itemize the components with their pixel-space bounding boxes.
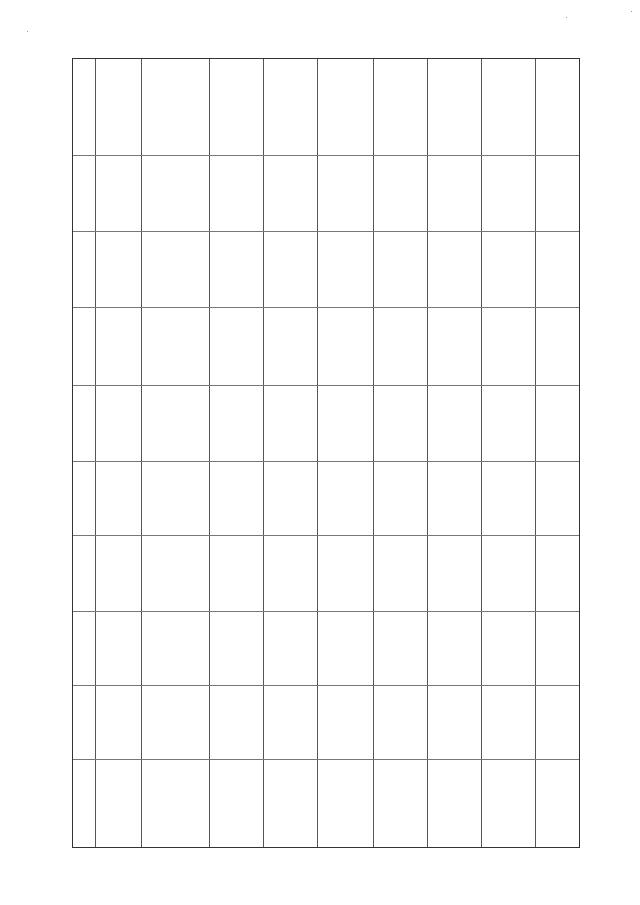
row-divider — [73, 231, 579, 232]
column-divider — [481, 59, 482, 847]
column-divider — [141, 59, 142, 847]
row-divider — [73, 759, 579, 760]
column-divider — [263, 59, 264, 847]
row-divider — [73, 535, 579, 536]
scan-speck — [631, 11, 632, 12]
row-divider — [73, 155, 579, 156]
column-divider — [95, 59, 96, 847]
scan-speck — [27, 31, 28, 32]
budget-table-frame — [72, 58, 580, 848]
row-divider — [73, 307, 579, 308]
scan-speck — [566, 17, 567, 18]
row-divider — [73, 611, 579, 612]
column-divider — [317, 59, 318, 847]
column-divider — [373, 59, 374, 847]
row-divider — [73, 385, 579, 386]
column-divider — [209, 59, 210, 847]
row-divider — [73, 685, 579, 686]
column-divider — [535, 59, 536, 847]
row-divider — [73, 461, 579, 462]
column-divider — [427, 59, 428, 847]
